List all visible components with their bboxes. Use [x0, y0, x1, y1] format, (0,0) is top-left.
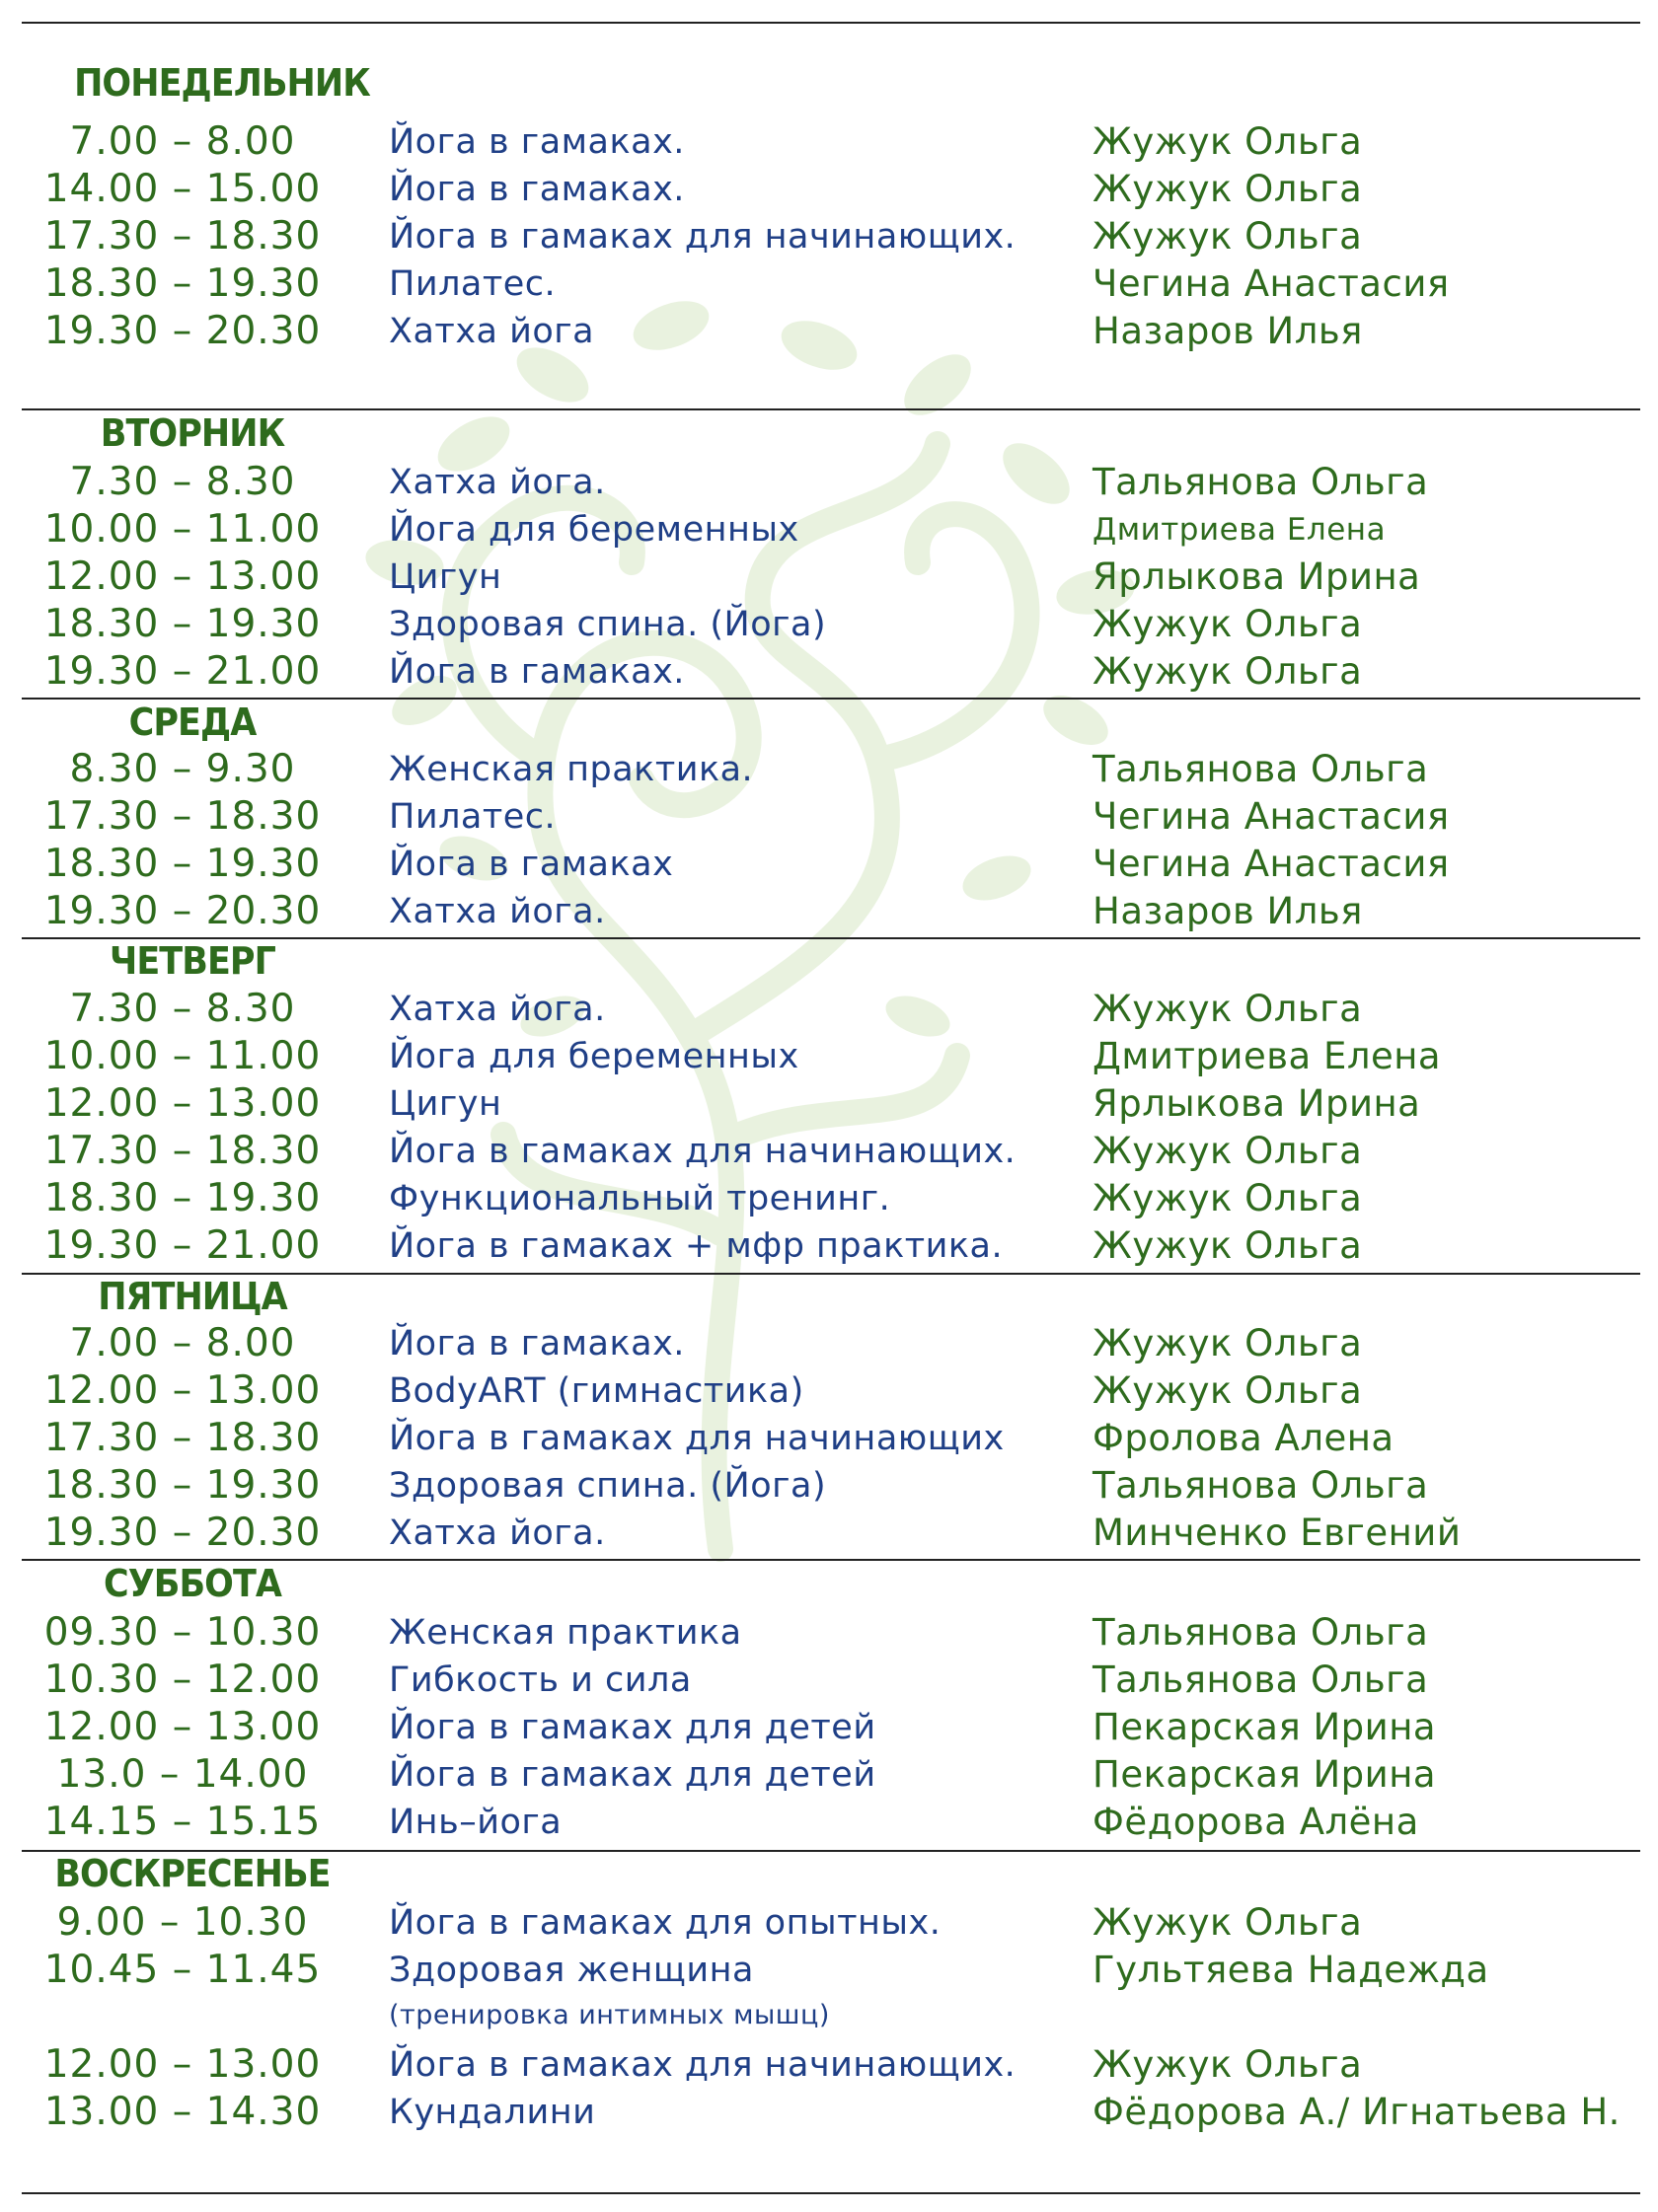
session-time: 18.30 – 19.30	[43, 1463, 322, 1508]
instructor-name: Чегина Анастасия	[1093, 262, 1450, 305]
session-time: 7.30 – 8.30	[69, 987, 296, 1031]
class-name: Женская практика.	[389, 750, 754, 789]
schedule-row	[0, 1751, 1658, 1799]
instructor-name: Тальянова Ольга	[1093, 461, 1429, 503]
class-name: Йога в гамаках.	[389, 1324, 685, 1364]
class-name: Цигун	[389, 557, 502, 597]
instructor-name: Ярлыкова Ирина	[1093, 555, 1421, 598]
session-time: 13.0 – 14.00	[56, 1752, 309, 1797]
class-name: Йога в гамаках для начинающих.	[389, 217, 1017, 257]
schedule-row	[0, 1462, 1658, 1510]
instructor-name: Тальянова Ольга	[1093, 1659, 1429, 1701]
schedule-row	[0, 260, 1658, 308]
class-name: Йога в гамаках.	[389, 170, 685, 209]
session-time: 09.30 – 10.30	[43, 1610, 322, 1655]
instructor-name: Фёдорова Алёна	[1093, 1801, 1419, 1843]
schedule-row	[0, 118, 1658, 166]
divider-line	[22, 2192, 1640, 2194]
schedule-row	[0, 1415, 1658, 1462]
session-time: 10.00 – 11.00	[43, 507, 322, 552]
schedule-row	[0, 793, 1658, 841]
session-time: 17.30 – 18.30	[43, 214, 322, 258]
day-heading-thursday: ЧЕТВЕРГ	[110, 939, 275, 983]
class-name: Инь–йога	[389, 1803, 563, 1842]
class-name: Здоровая спина. (Йога)	[389, 605, 827, 644]
instructor-name: Дмитриева Елена	[1093, 512, 1387, 548]
class-name: Йога в гамаках + мфр практика.	[389, 1226, 1004, 1266]
class-name: Йога для беременных	[389, 1037, 799, 1076]
instructor-name: Назаров Илья	[1093, 310, 1363, 352]
class-name: Йога в гамаках для начинающих	[389, 1419, 1005, 1458]
schedule-row	[0, 1175, 1658, 1222]
schedule-row	[0, 1947, 1658, 2030]
schedule-row	[0, 986, 1658, 1033]
instructor-name: Чегина Анастасия	[1093, 843, 1450, 885]
class-name: Гибкость и сила	[389, 1660, 692, 1700]
session-time: 19.30 – 20.30	[43, 309, 322, 353]
session-time: 17.30 – 18.30	[43, 794, 322, 839]
session-time: 7.30 – 8.30	[69, 460, 296, 504]
divider-line	[22, 22, 1640, 24]
instructor-name: Чегина Анастасия	[1093, 795, 1450, 838]
class-name: Функциональный тренинг.	[389, 1179, 891, 1218]
class-note: (тренировка интимных мышц)	[389, 2000, 830, 2030]
session-time: 12.00 – 13.00	[43, 1368, 322, 1413]
session-time: 17.30 – 18.30	[43, 1416, 322, 1460]
day-heading-friday: ПЯТНИЦА	[98, 1275, 287, 1318]
session-time: 18.30 – 19.30	[43, 602, 322, 646]
schedule-row	[0, 648, 1658, 696]
instructor-name: Жужук Ольга	[1093, 1369, 1363, 1412]
class-name: Йога в гамаках.	[389, 122, 685, 162]
instructor-name: Назаров Илья	[1093, 890, 1363, 932]
session-time: 12.00 – 13.00	[43, 1081, 322, 1126]
schedule-row	[0, 1609, 1658, 1657]
schedule-row	[0, 2089, 1658, 2136]
instructor-name: Жужук Ольга	[1093, 1322, 1363, 1364]
session-time: 19.30 – 21.00	[43, 649, 322, 694]
session-time: 10.45 – 11.45	[43, 1948, 322, 1992]
schedule-row	[0, 1367, 1658, 1415]
day-heading-sunday: ВОСКРЕСЕНЬЕ	[54, 1852, 331, 1895]
schedule-row	[0, 1033, 1658, 1080]
session-time: 10.00 – 11.00	[43, 1034, 322, 1078]
instructor-name: Жужук Ольга	[1093, 168, 1363, 210]
instructor-name: Пекарская Ирина	[1093, 1753, 1437, 1796]
schedule-row	[0, 1899, 1658, 1947]
session-time: 7.00 – 8.00	[69, 1321, 296, 1365]
schedule-row	[0, 746, 1658, 793]
instructor-name: Минченко Евгений	[1093, 1512, 1462, 1554]
class-name: Кундалини	[389, 2093, 596, 2132]
instructor-name: Фролова Алена	[1093, 1417, 1394, 1459]
session-time: 19.30 – 20.30	[43, 1511, 322, 1555]
class-name: Хатха йога	[389, 312, 595, 351]
schedule-row	[0, 506, 1658, 553]
instructor-name: Жужук Ольга	[1093, 215, 1363, 258]
schedule-row	[0, 459, 1658, 506]
session-time: 13.00 – 14.30	[43, 2090, 322, 2134]
instructor-name: Жужук Ольга	[1093, 650, 1363, 693]
day-heading-saturday: СУББОТА	[103, 1562, 282, 1605]
class-name: Йога в гамаках	[389, 845, 674, 884]
schedule-row	[0, 1222, 1658, 1270]
instructor-name: Ярлыкова Ирина	[1093, 1082, 1421, 1125]
instructor-name: Дмитриева Елена	[1093, 1035, 1442, 1077]
session-time: 12.00 – 13.00	[43, 554, 322, 599]
session-time: 9.00 – 10.30	[56, 1900, 309, 1945]
instructor-name: Жужук Ольга	[1093, 2043, 1363, 2086]
schedule-row	[0, 553, 1658, 601]
class-name: Хатха йога.	[389, 892, 606, 931]
schedule-row	[0, 601, 1658, 648]
session-time: 12.00 – 13.00	[43, 1705, 322, 1749]
session-time: 18.30 – 19.30	[43, 1176, 322, 1220]
schedule-row	[0, 1704, 1658, 1751]
instructor-name: Жужук Ольга	[1093, 1177, 1363, 1219]
class-name: Здоровая спина. (Йога)	[389, 1466, 827, 1506]
class-name: Цигун	[389, 1084, 502, 1124]
instructor-name: Жужук Ольга	[1093, 1130, 1363, 1172]
class-name: Здоровая женщина	[389, 1951, 754, 1990]
instructor-name: Жужук Ольга	[1093, 1901, 1363, 1944]
class-name: Йога в гамаках для начинающих.	[389, 1132, 1017, 1171]
schedule-row	[0, 888, 1658, 935]
class-name: Йога в гамаках для детей	[389, 1708, 876, 1747]
session-time: 8.30 – 9.30	[69, 747, 296, 791]
class-name: Пилатес.	[389, 797, 557, 837]
schedule-row	[0, 166, 1658, 213]
session-time: 19.30 – 21.00	[43, 1223, 322, 1268]
session-time: 10.30 – 12.00	[43, 1658, 322, 1702]
instructor-name: Жужук Ольга	[1093, 603, 1363, 645]
class-name: Пилатес.	[389, 264, 557, 304]
schedule-row	[0, 1128, 1658, 1175]
schedule-row	[0, 841, 1658, 888]
instructor-name: Тальянова Ольга	[1093, 1464, 1429, 1507]
schedule-row	[0, 1510, 1658, 1557]
day-heading-wednesday: СРЕДА	[128, 700, 257, 744]
schedule-row	[0, 2041, 1658, 2089]
class-name: BodyART (гимнастика)	[389, 1371, 804, 1411]
schedule-row	[0, 1657, 1658, 1704]
session-time: 18.30 – 19.30	[43, 261, 322, 306]
instructor-name: Жужук Ольга	[1093, 988, 1363, 1030]
class-name: Хатха йога.	[389, 463, 606, 502]
instructor-name: Тальянова Ольга	[1093, 748, 1429, 790]
schedule-row	[0, 213, 1658, 260]
session-time: 18.30 – 19.30	[43, 842, 322, 886]
session-time: 12.00 – 13.00	[43, 2042, 322, 2087]
class-name: Йога для беременных	[389, 510, 799, 550]
session-time: 17.30 – 18.30	[43, 1129, 322, 1173]
session-time: 14.00 – 15.00	[43, 167, 322, 211]
class-name: Хатха йога.	[389, 1513, 606, 1553]
schedule-row	[0, 1080, 1658, 1128]
schedule-row	[0, 308, 1658, 355]
class-name: Йога в гамаках для детей	[389, 1755, 876, 1795]
session-time: 7.00 – 8.00	[69, 119, 296, 164]
class-name: Йога в гамаках для начинающих.	[389, 2045, 1017, 2085]
schedule-row	[0, 1799, 1658, 1846]
class-name: Хатха йога.	[389, 990, 606, 1029]
schedule-row	[0, 1320, 1658, 1367]
class-name: Йога в гамаках для опытных.	[389, 1903, 942, 1943]
class-name: Женская практика	[389, 1613, 742, 1653]
instructor-name: Жужук Ольга	[1093, 1224, 1363, 1267]
instructor-name: Фёдорова А./ Игнатьева Н.	[1093, 2091, 1620, 2133]
class-name: Йога в гамаках.	[389, 652, 685, 692]
instructor-name: Пекарская Ирина	[1093, 1706, 1437, 1748]
day-heading-monday: ПОНЕДЕЛЬНИК	[74, 61, 370, 105]
session-time: 14.15 – 15.15	[43, 1800, 322, 1844]
session-time: 19.30 – 20.30	[43, 889, 322, 933]
instructor-name: Тальянова Ольга	[1093, 1611, 1429, 1654]
instructor-name: Гультяева Надежда	[1093, 1949, 1489, 1991]
day-heading-tuesday: ВТОРНИК	[100, 411, 285, 455]
instructor-name: Жужук Ольга	[1093, 120, 1363, 163]
